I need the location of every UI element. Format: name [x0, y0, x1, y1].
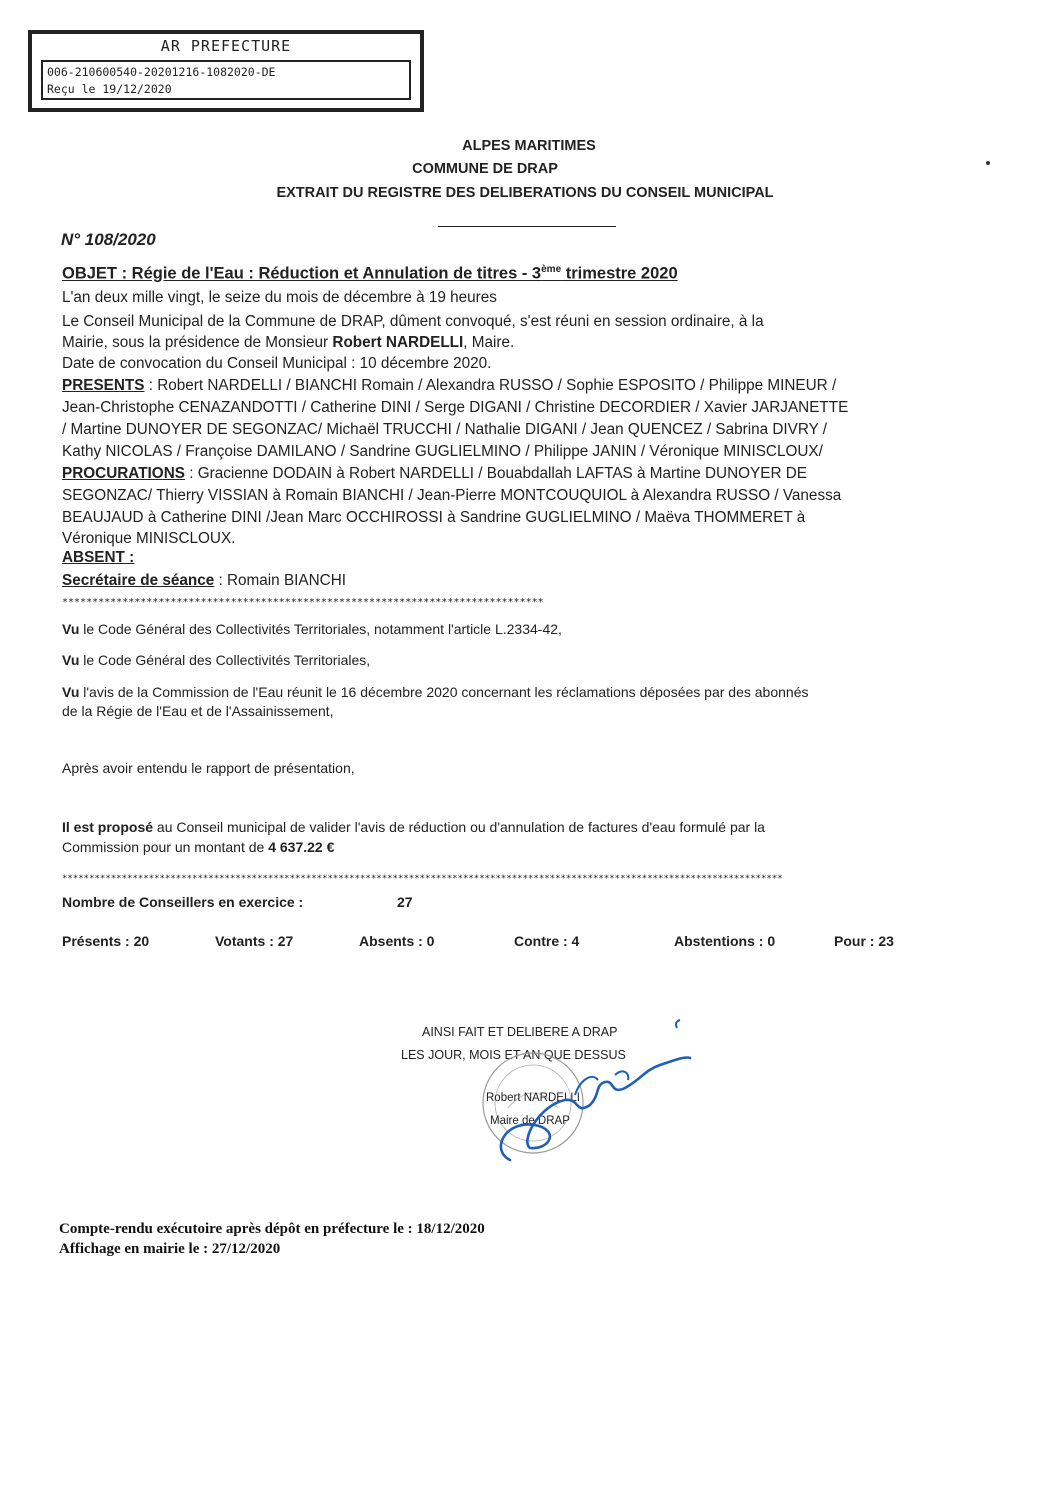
- vote-contre: Contre : 4: [514, 933, 580, 949]
- procurations-line-4: Véronique MINISCLOUX.: [62, 530, 236, 547]
- procurations-line-3: BEAUJAUD à Catherine DINI /Jean Marc OCCHIROSSI à Sandrine GUGLIELMINO / Maëva THOMMERET à: [62, 509, 806, 526]
- vote-abstentions: Abstentions : 0: [674, 933, 776, 949]
- presents-label: PRESENTS: [62, 377, 145, 394]
- presents-names-1: : Robert NARDELLI / BIANCHI Romain / Alexandra RUSSO / Sophie ESPOSITO / Philippe MINEUR /: [144, 377, 837, 394]
- intro-date-line: L'an deux mille vingt, le seize du mois de décembre à 19 heures: [62, 289, 497, 306]
- stamp-title: AR PREFECTURE: [160, 37, 292, 55]
- vote-pour: Pour : 23: [834, 933, 894, 949]
- secretaire-name: : Romain BIANCHI: [214, 572, 346, 589]
- subject-superscript: ème: [541, 264, 562, 275]
- presents-line-1: [62, 377, 836, 395]
- presents-line-3: / Martine DUNOYER DE SEGONZAC/ Michaël TRUCCHI / Nathalie DIGANI / Jean QUENCEZ / Sabrina DIVRY /: [62, 421, 828, 438]
- conseillers-label: Nombre de Conseillers en exercice :: [62, 894, 304, 910]
- vu-3-text: l'avis de la Commission de l'Eau réunit le 16 décembre 2020 concernant les réclamations déposées par des abonnés: [79, 684, 809, 700]
- prefecture-stamp: [28, 30, 424, 112]
- presents-line-2: Jean-Christophe CENAZANDOTTI / Catherine DINI / Serge DIGANI / Christine DECORDIER / Xavier JARJANETTE: [62, 399, 849, 416]
- proposition-label: Il est proposé: [62, 819, 154, 835]
- footer-affichage: Affichage en mairie le : 27/12/2020: [59, 1241, 281, 1257]
- presents-line-4: Kathy NICOLAS / Françoise DAMILANO / Sandrine GUGLIELMINO / Philippe JANIN / Véronique MINISCLOUX/: [62, 443, 823, 460]
- vu-2-label: Vu: [62, 652, 80, 668]
- procurations-names-1: : Gracienne DODAIN à Robert NARDELLI / Bouabdallah LAFTAS à Martine DUNOYER DE: [184, 465, 807, 482]
- separator-stars-2: *************************************************************************************************************************************: [62, 874, 783, 884]
- vu-1-label: Vu: [62, 621, 80, 637]
- proposition-line-2: [62, 839, 334, 855]
- header-commune: COMMUNE DE DRAP: [412, 161, 558, 177]
- secretaire-label: Secrétaire de séance: [62, 572, 215, 589]
- intro-presidence-line: [62, 334, 514, 352]
- absent-label: ABSENT :: [62, 549, 135, 566]
- vu-clause-1: [62, 621, 562, 637]
- mayor-name: Robert NARDELLI: [332, 334, 464, 351]
- signature-line-2: LES JOUR, MOIS ET AN QUE DESSUS: [401, 1048, 626, 1062]
- deliberation-number: N° 108/2020: [61, 230, 156, 249]
- stamp-reference-box: [41, 60, 411, 100]
- signature-line-1: AINSI FAIT ET DELIBERE A DRAP: [422, 1025, 618, 1039]
- procurations-line-2: SEGONZAC/ Thierry VISSIAN à Romain BIANCHI / Jean-Pierre MONTCOUQUIOL à Alexandra RUSSO / Vanessa: [62, 487, 842, 504]
- vu-clause-3: [62, 684, 808, 700]
- vu-2-text: le Code Général des Collectivités Territoriales,: [79, 652, 371, 668]
- conseillers-value: 27: [397, 894, 413, 910]
- convocation-date-line: Date de convocation du Conseil Municipal : 10 décembre 2020.: [62, 355, 492, 372]
- intro-convocation-line: Le Conseil Municipal de la Commune de DRAP, dûment convoqué, s'est réuni en session ordinaire, à la: [62, 313, 764, 330]
- vote-absents: Absents : 0: [359, 933, 435, 949]
- subject-prefix: OBJET : Régie de l'Eau : Réduction et Annulation de titres - 3: [62, 264, 542, 283]
- presidence-text: Mairie, sous la présidence de Monsieur: [62, 334, 333, 351]
- header-divider: [438, 226, 616, 227]
- handwritten-signature-icon: [480, 1010, 700, 1170]
- signatory-name: Robert NARDELLI: [486, 1092, 580, 1104]
- separator-stars-1: ********************************************************************************: [62, 597, 544, 608]
- proposition-amount: 4 637.22 €: [268, 839, 335, 855]
- subject-suffix: trimestre 2020: [561, 264, 678, 283]
- procurations-label: PROCURATIONS: [62, 465, 185, 482]
- vu-3-label: Vu: [62, 684, 80, 700]
- vu-1-text: le Code Général des Collectivités Territoriales, notamment l'article L.2334-42,: [79, 621, 562, 637]
- vote-votants: Votants : 27: [215, 933, 294, 949]
- procurations-line-1: [62, 465, 807, 483]
- proposition-text: au Conseil municipal de valider l'avis de réduction ou d'annulation de factures d'eau formulé par la: [153, 819, 765, 835]
- header-department: ALPES MARITIMES: [462, 138, 596, 154]
- vu-clause-3-cont: de la Régie de l'Eau et de l'Assainissement,: [62, 703, 334, 719]
- proposition-text-2: Commission pour un montant de: [62, 839, 269, 855]
- secretaire-line: [62, 572, 346, 590]
- stamp-received-date: Reçu le 19/12/2020: [47, 82, 172, 96]
- proposition-line-1: [62, 819, 765, 835]
- vote-presents: Présents : 20: [62, 933, 150, 949]
- absent-line: [62, 549, 134, 567]
- presidence-end: , Maire.: [463, 334, 515, 351]
- signatory-title: Maire de DRAP: [490, 1115, 570, 1127]
- deliberation-subject: [62, 264, 678, 284]
- header-registre: EXTRAIT DU REGISTRE DES DELIBERATIONS DU CONSEIL MUNICIPAL: [276, 185, 774, 201]
- footer-executoire: Compte-rendu exécutoire après dépôt en préfecture le : 18/12/2020: [59, 1221, 485, 1237]
- vu-clause-2: [62, 652, 370, 668]
- stamp-reference-line: 006-210600540-20201216-1082020-DE: [47, 65, 276, 79]
- apres-rapport-line: Après avoir entendu le rapport de présentation,: [62, 760, 355, 776]
